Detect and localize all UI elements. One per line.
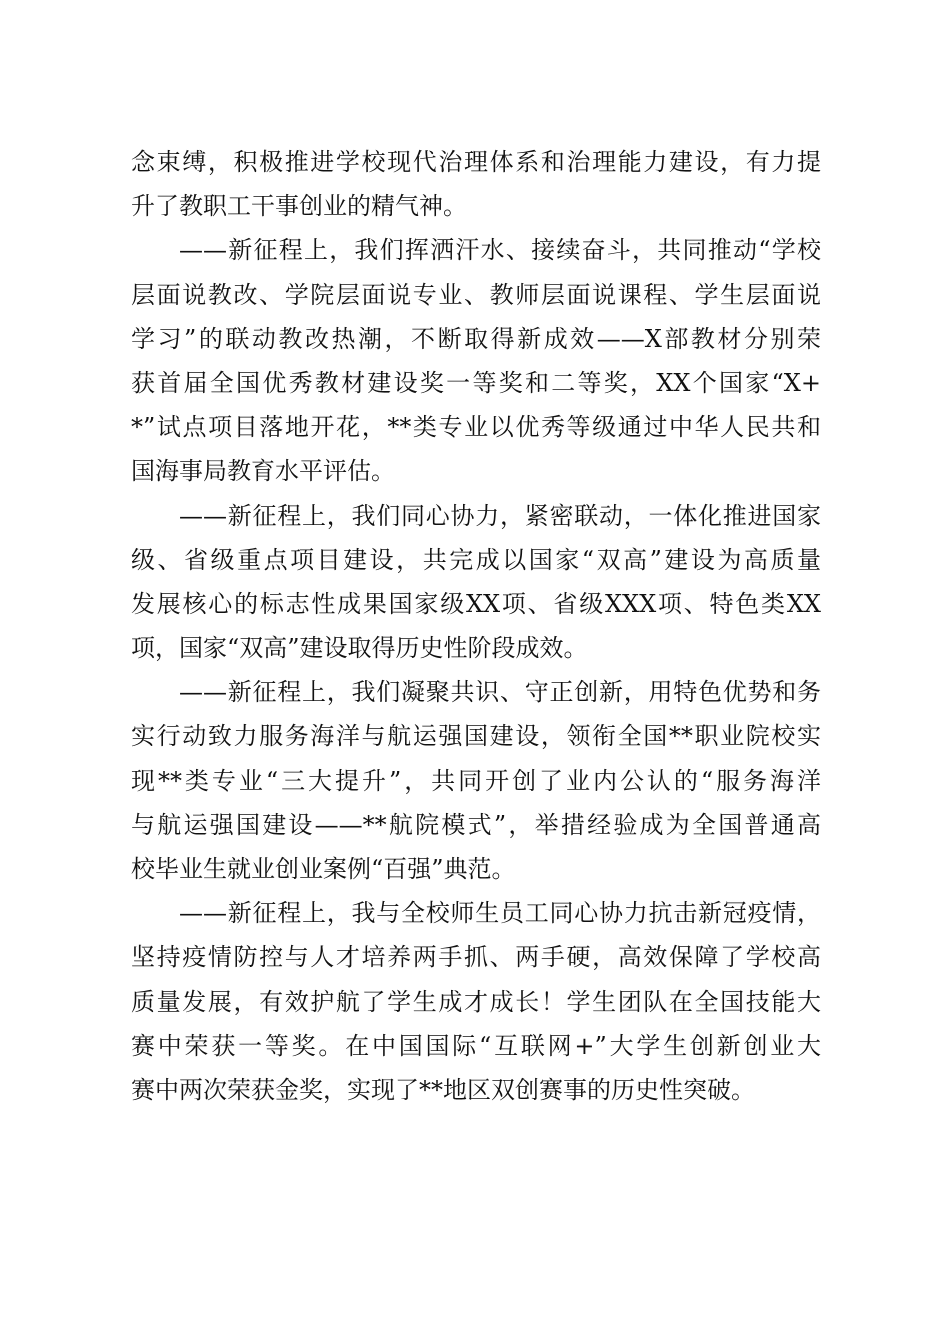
text-line: 质量发展，有效护航了学生成才成长！学生团队在全国技能大 xyxy=(131,987,821,1016)
text-line: 校毕业生就业创业案例“百强”典范。 xyxy=(131,855,516,883)
text-line: 坚持疫情防控与人才培养两手抓、两手硬，高效保障了学校高 xyxy=(131,943,821,972)
text-line: 赛中两次荣获金奖，实现了**地区双创赛事的历史性突破。 xyxy=(131,1075,755,1104)
text-line: 与航运强国建设——**航院模式”，举措经验成为全国普通高 xyxy=(131,810,821,839)
text-line: 赛中荣获一等奖。在中国国际“互联网+”大学生创新创业大 xyxy=(131,1031,821,1060)
text-line: ——新征程上，我们同心协力，紧密联动，一体化推进国家 xyxy=(179,501,821,530)
text-line: 实行动致力服务海洋与航运强国建设，领衔全国**职业院校实 xyxy=(131,722,821,751)
text-line: 念束缚，积极推进学校现代治理体系和治理能力建设，有力提 xyxy=(131,148,821,176)
text-line: 现**类专业“三大提升”，共同开创了业内公认的“服务海洋 xyxy=(131,766,821,795)
text-line: ——新征程上，我们凝聚共识、守正创新，用特色优势和务 xyxy=(179,678,821,707)
text-line: 学习”的联动教改热潮，不断取得新成效——X部教材分别荣 xyxy=(131,324,821,353)
document-body xyxy=(131,140,821,1112)
text-line: 升了教职工干事创业的精气神。 xyxy=(131,192,467,221)
text-line: 获首届全国优秀教材建设奖一等奖和二等奖，XX个国家“X+ xyxy=(131,368,821,397)
text-line: 发展核心的标志性成果国家级XX项、省级XXX项、特色类XX xyxy=(131,589,821,618)
text-line: *”试点项目落地开花，**类专业以优秀等级通过中华人民共和 xyxy=(131,413,821,442)
text-line: 层面说教改、学院层面说专业、教师层面说课程、学生层面说 xyxy=(131,280,821,309)
text-line: ——新征程上，我与全校师生员工同心协力抗击新冠疫情， xyxy=(179,899,821,928)
text-line: ——新征程上，我们挥洒汗水、接续奋斗，共同推动“学校 xyxy=(179,236,821,265)
text-line: 项，国家“双高”建设取得历史性阶段成效。 xyxy=(131,634,588,663)
text-line: 级、省级重点项目建设，共完成以国家“双高”建设为高质量 xyxy=(131,545,821,574)
text-line: 国海事局教育水平评估。 xyxy=(131,457,395,486)
